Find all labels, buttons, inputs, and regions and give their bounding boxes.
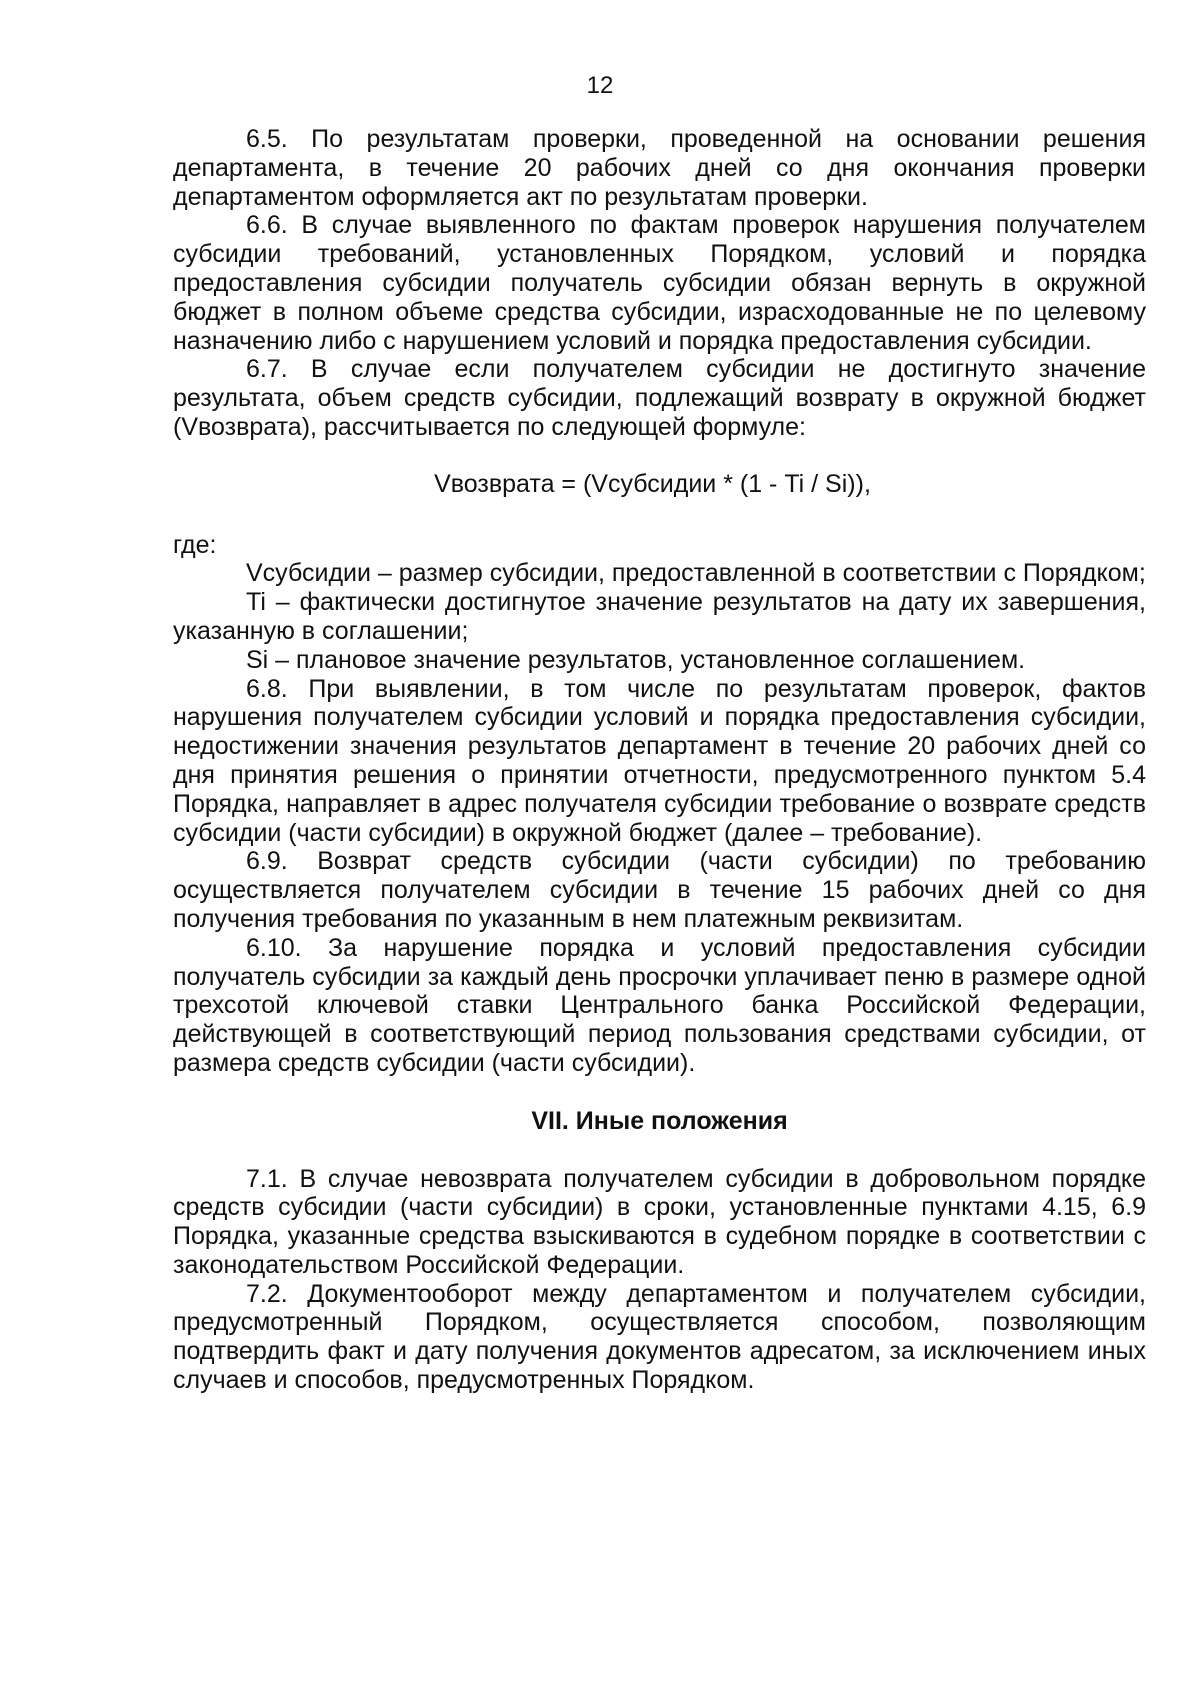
paragraph-6-5: 6.5. По результатам проверки, проведенной на основании решения департамента, в течение 20 рабочих дней со дня окончания проверки департаментом оформляется акт по результатам проверки.	[173, 125, 1146, 211]
where-label: где:	[173, 530, 217, 559]
document-body	[173, 125, 1146, 1395]
paragraph-6-7: 6.7. В случае если получателем субсидии не достигнуто значение результата, объем средств субсидии, подлежащий возврату в окружной бюджет (Vвозврата), рассчитывается по следующей формуле:	[173, 355, 1146, 441]
paragraph-6-9: 6.9. Возврат средств субсидии (части субсидии) по требованию осуществляется получателем субсидии в течение 15 рабочих дней со дня получения требования по указанным в нем платежным реквизитам.	[173, 847, 1146, 933]
definition-v-subsidy: Vсубсидии – размер субсидии, предоставленной в соответствии с Порядком;	[246, 559, 1146, 588]
page-number: 12	[586, 72, 614, 99]
section-heading: VII. Иные положения	[531, 1106, 788, 1135]
paragraph-6-6: 6.6. В случае выявленного по фактам проверок нарушения получателем субсидии требований, установленных Порядком, условий и порядка предоставления субсидии получатель субсидии обязан вернуть в окружной бюджет в полном объеме средства субсидии, израсходованные не по целевому назначению либо с нарушением условий и порядка предоставления субсидии.	[173, 211, 1146, 355]
paragraph-7-2: 7.2. Документооборот между департаментом и получателем субсидии, предусмотренный Порядком, осуществляется способом, позволяющим подтвердить факт и дату получения документов адресатом, за исключением иных случаев и способов, предусмотренных Порядком.	[173, 1279, 1146, 1395]
paragraph-7-1: 7.1. В случае невозврата получателем субсидии в добровольном порядке средств субсидии (части субсидии) в сроки, установленные пунктами 4.15, 6.9 Порядка, указанные средства взыскиваются в судебном порядке в соответствии с законодательством Российской Федерации.	[173, 1164, 1146, 1279]
definition-ti: Ti – фактически достигнутое значение результатов на дату их завершения, указанную в соглашении;	[173, 588, 1146, 645]
formula: Vвозврата = (Vсубсидии * (1 - Ti / Si)),	[434, 469, 871, 498]
paragraph-6-8: 6.8. При выявлении, в том числе по результатам проверок, фактов нарушения получателем субсидии условий и порядка предоставления субсидии, недостижении значения результатов департамент в течение 20 рабочих дней со дня принятия решения о принятии отчетности, предусмотренного пунктом 5.4 Порядка, направляет в адрес получателя субсидии требование о возврате средств субсидии (части субсидии) в окружной бюджет (далее – требование).	[173, 674, 1146, 847]
paragraph-6-10: 6.10. За нарушение порядка и условий предоставления субсидии получатель субсидии за каждый день просрочки уплачивает пеню в размере одной трехсотой ключевой ставки Центрального банка Российской Федерации, действующей в соответствующий период пользования средствами субсидии, от размера средств субсидии (части субсидии).	[173, 933, 1146, 1077]
definition-si: Si – плановое значение результатов, установленное соглашением.	[246, 645, 1026, 674]
